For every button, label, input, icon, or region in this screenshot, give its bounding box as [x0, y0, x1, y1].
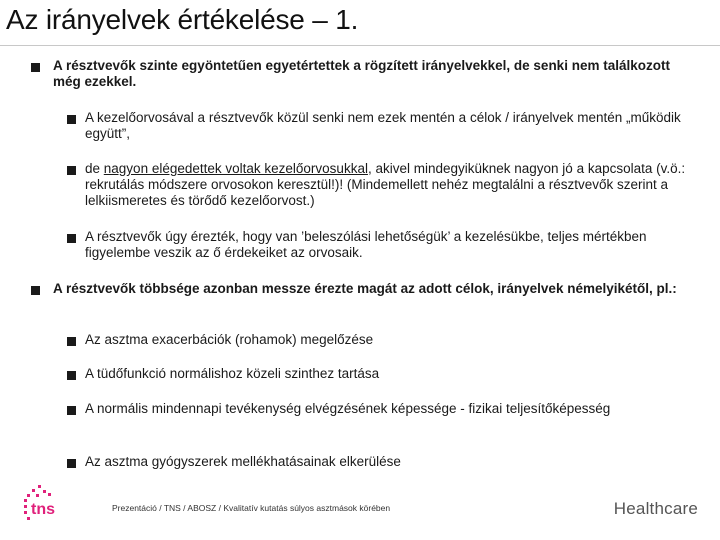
- sub-point: A tüdőfunkció normálishoz közeli szinthez tartása: [85, 366, 380, 381]
- main-point: A résztvevők szinte egyöntetűen egyetértettek a rögzített irányelvekkel, de senki nem találkozott még ezekkel.: [53, 58, 670, 89]
- bullet-square-icon: [67, 115, 76, 124]
- bullet-square-icon: [31, 286, 40, 295]
- brand-label: Healthcare: [613, 499, 698, 518]
- bullet-square-icon: [67, 337, 76, 346]
- bullet-square-icon: [67, 459, 76, 468]
- sub-point-prefix: de: [85, 161, 104, 176]
- bullet-square-icon: [67, 371, 76, 380]
- footer-caption: Prezentáció / TNS / ABOSZ / Kvalitatív kutatás súlyos asztmások körében: [112, 503, 391, 513]
- underlined-phrase: nagyon elégedettek voltak kezelőorvosukkal: [103, 161, 368, 176]
- sub-point: A résztvevők úgy érezték, hogy van ’beleszólási lehetőségük’ a kezelésükbe, teljes mértékben figyelembe veszik az ő érdekeiket az orvosaik.: [85, 229, 647, 260]
- bullet-square-icon: [67, 234, 76, 243]
- logo-text: tns: [31, 501, 55, 518]
- sub-point: A kezelőorvosával a résztvevők közül senki nem ezek mentén a célok / irányelvek mentén „működik együtt”,: [85, 110, 681, 141]
- bullet-square-icon: [67, 166, 76, 175]
- bullet-square-icon: [31, 63, 40, 72]
- sub-point: Az asztma gyógyszerek mellékhatásainak elkerülése: [85, 454, 401, 469]
- tns-logo-icon: [24, 485, 68, 523]
- title-divider: [0, 45, 720, 46]
- sub-point: A normális mindennapi tevékenység elvégzésének képessége - fizikai teljesítőképesség: [85, 401, 611, 416]
- slide-title: Az irányelvek értékelése – 1.: [6, 4, 359, 35]
- main-point: A résztvevők többsége azonban messze érezte magát az adott célok, irányelvek némelyikétől, pl.:: [53, 281, 677, 296]
- sub-point: [85, 161, 695, 209]
- sub-point-rest: , akivel mindegyiküknek nagyon jó a kapcsolata (v.ö.: rekrutálás módszere orvosokon keresztül!)! (Mindemellett nehéz megtalálni a résztvevők szerint a lelkiismeretes és törődő kezelőorvost.): [85, 161, 686, 208]
- bullet-square-icon: [67, 406, 76, 415]
- sub-point: Az asztma exacerbációk (rohamok) megelőzése: [85, 332, 374, 347]
